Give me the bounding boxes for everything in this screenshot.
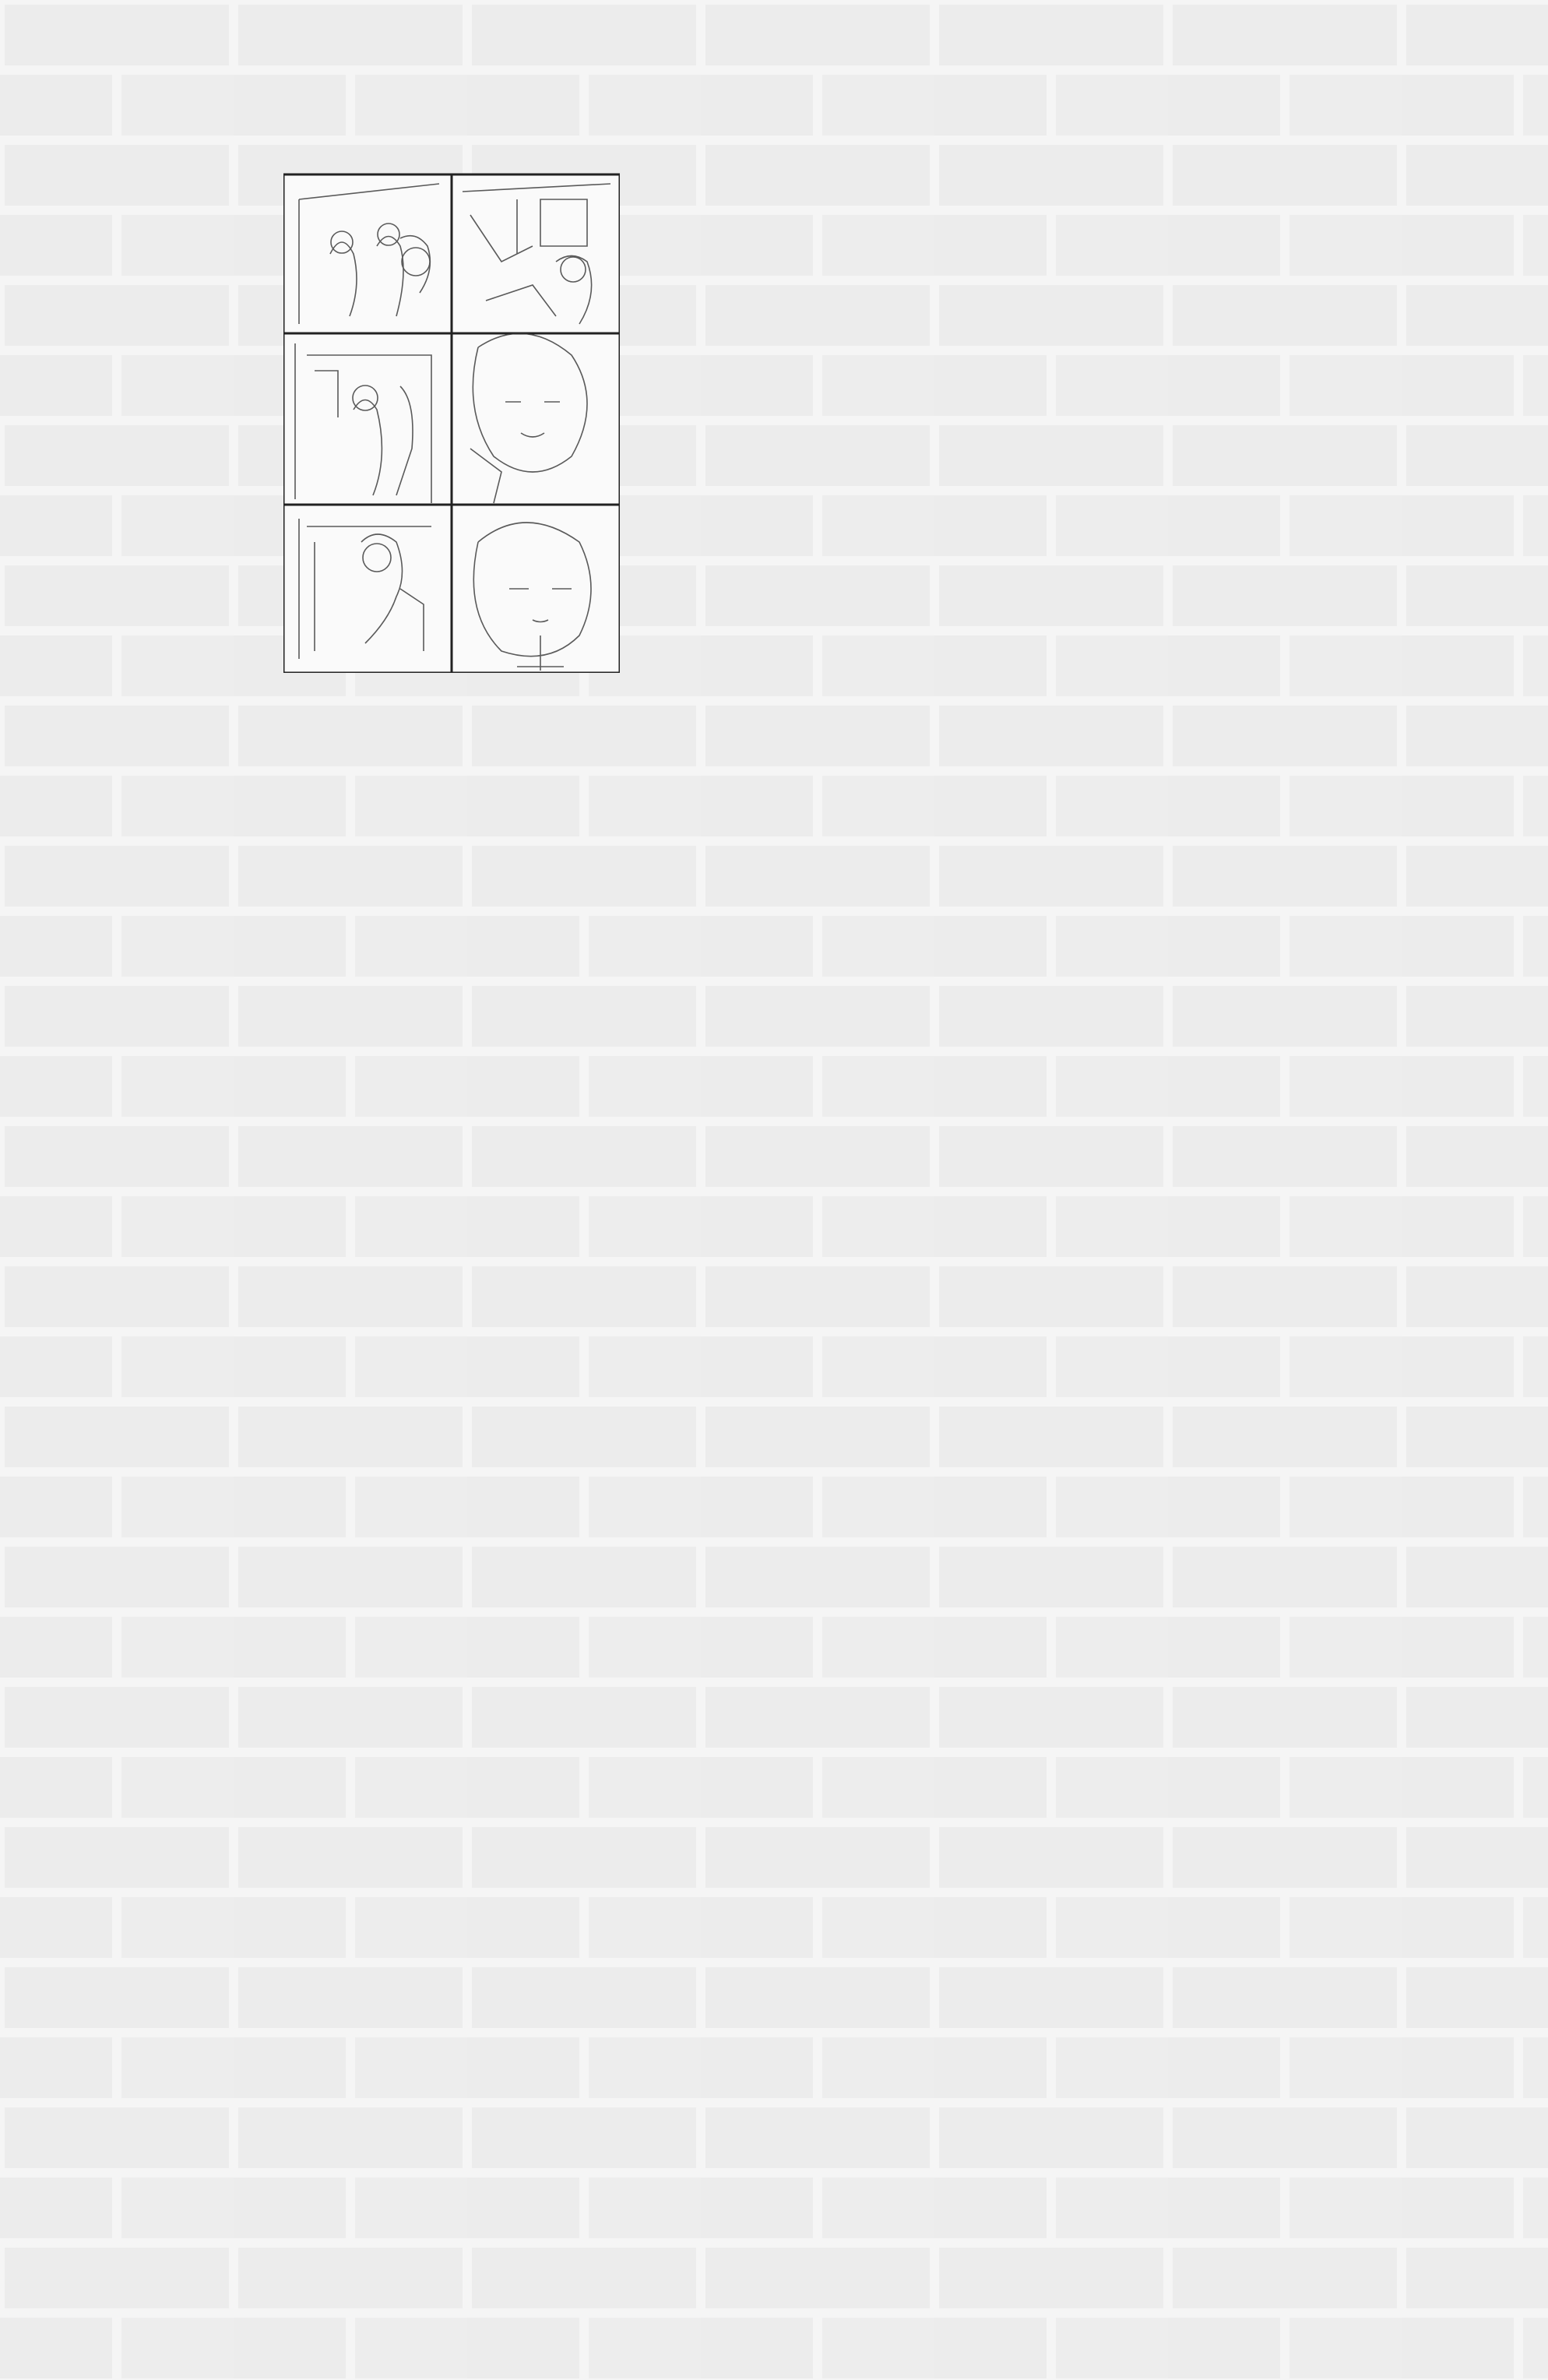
thumbnail-grid [283,153,620,673]
thumbnail-sketch [283,153,620,673]
